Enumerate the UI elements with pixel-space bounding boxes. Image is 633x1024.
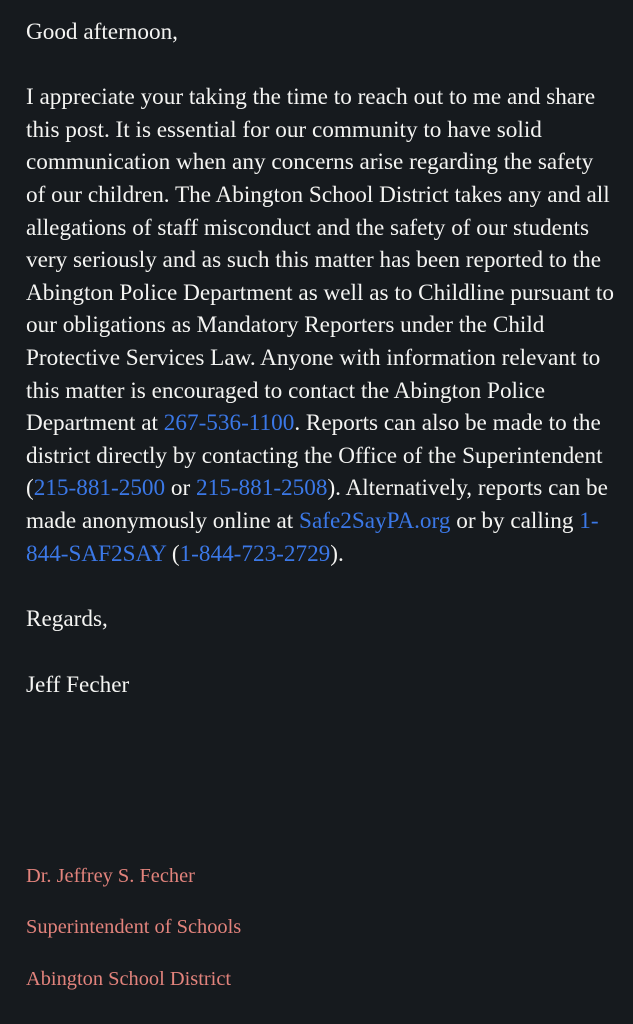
safe2say-numeric-phone-link[interactable]: 1-844-723-2729 (179, 540, 331, 567)
body-text-7: ). (330, 540, 344, 567)
office-phone-link-2[interactable]: 215-881-2508 (196, 475, 328, 502)
safe2say-website-link[interactable]: Safe2SayPA.org (299, 507, 451, 534)
police-phone-link[interactable]: 267-536-1100 (163, 410, 295, 437)
signature-name: Dr. Jeffrey S. Fecher (26, 865, 195, 887)
body-text-4: ). Alternatively, reports can be made anonymously online at (26, 475, 608, 534)
signature-title: Superintendent of Schools (26, 916, 242, 938)
office-phone-link-1[interactable]: 215-881-2500 (33, 475, 166, 502)
message-body (26, 81, 614, 570)
body-text-2: . Reports can also be made to the district directly by contacting the Office of the Superintendent ( (26, 410, 603, 502)
body-text-1: I appreciate your taking the time to reach out to me and share this post. It is essential for our community to have solid communication when any concerns arise regarding the safety of our children. The Abington School District takes any and all allegations of staff misconduct and the safety of our students very seriously and as such this matter has been reported to the Abington Police Department as well as to Childline pursuant to our obligations as Mandatory Reporters under the Child Protective Services Law. Anyone with information relevant to this matter is encouraged to contact the Abington Police Department at (26, 84, 614, 437)
sender-name: Jeff Fecher (26, 672, 130, 699)
closing: Regards, (26, 605, 108, 632)
safe2say-phone-link[interactable]: 1-844-SAF2SAY (26, 507, 599, 567)
body-text-3: or (165, 475, 197, 502)
signature-organization: Abington School District (26, 968, 232, 990)
greeting: Good afternoon, (26, 19, 178, 45)
body-text-6: ( (166, 540, 180, 567)
body-text-5: or by calling (450, 507, 580, 534)
